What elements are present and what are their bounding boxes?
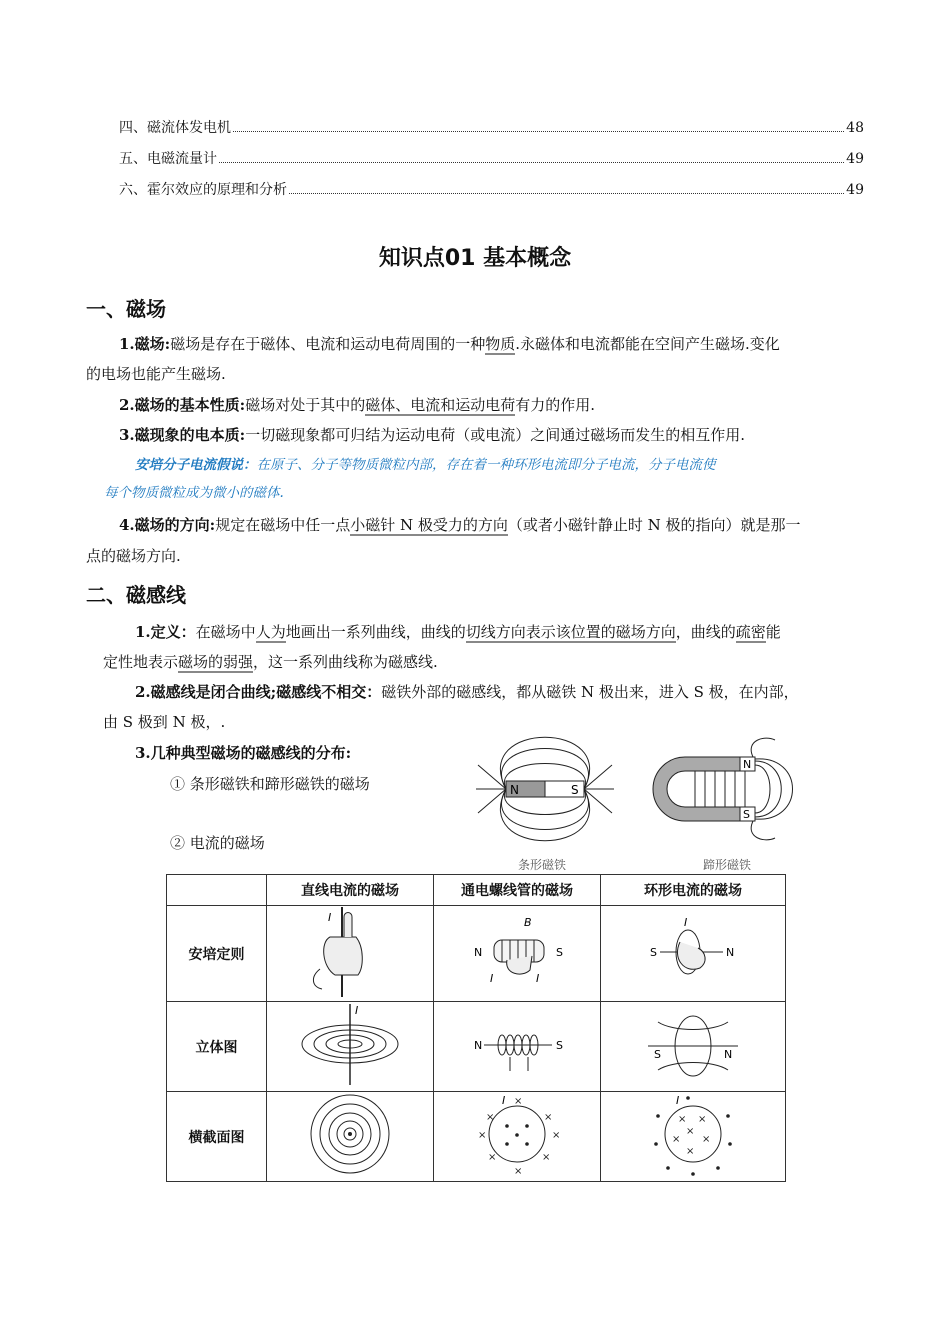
svg-text:×: ×	[486, 1112, 495, 1123]
solenoid-field-icon	[452, 1005, 582, 1085]
paragraph-text: 磁场是存在于磁体、电流和运动电荷周围的一种	[170, 335, 486, 353]
svg-text:I: I	[355, 1004, 359, 1017]
north-pole-label: N	[743, 758, 752, 771]
row-label: 安培定则	[167, 906, 267, 1002]
table-header-row	[167, 875, 786, 906]
underlined-term: 切线方向表示该位置的磁场方向	[465, 623, 676, 641]
svg-text:B: B	[524, 915, 532, 929]
ring-current-right-hand-figure	[601, 906, 786, 1002]
svg-text:I: I	[676, 1094, 680, 1107]
cross-section-icon	[452, 1092, 582, 1177]
south-pole-label: S	[571, 783, 579, 797]
toc-label: 四、磁流体发电机	[119, 120, 231, 136]
svg-text:×: ×	[488, 1152, 497, 1163]
row-label: 立体图	[167, 1002, 267, 1092]
ring-current-3d-figure	[601, 1002, 786, 1092]
table-row	[167, 1092, 786, 1182]
table-header: 环形电流的磁场	[601, 875, 786, 906]
paragraph-label: 1.定义：	[135, 623, 196, 641]
ring-field-icon	[628, 1002, 758, 1087]
section-heading: 二、磁感线	[86, 583, 186, 607]
hint-body: 在原子、分子等物质微粒内部，存在着一种环形电流即分子电流，分子电流使	[256, 457, 716, 473]
underlined-term: 磁体、电流和运动电荷	[365, 396, 516, 414]
underlined-term: 疏密	[735, 623, 766, 641]
toc-leader	[289, 192, 844, 194]
toc-leader	[233, 130, 844, 132]
paragraph	[119, 390, 595, 420]
toc-entry[interactable]	[119, 179, 864, 199]
paragraph-text: 磁场对处于其中的	[245, 396, 366, 414]
underlined-term: 磁场的弱强	[178, 653, 254, 671]
underlined-term: 物质	[485, 335, 516, 353]
paragraph	[119, 510, 879, 540]
paragraph-label: 3.几种典型磁场的磁感线的分布:	[135, 744, 352, 762]
paragraph-label: 2.磁感线是闭合曲线;磁感线不相交：	[135, 683, 382, 701]
toc-page: 49	[846, 182, 864, 198]
svg-text:×: ×	[686, 1146, 695, 1157]
solenoid-right-hand-figure	[434, 906, 601, 1002]
south-pole-label: S	[743, 808, 750, 821]
hand-rule-icon	[452, 912, 582, 992]
toc-leader	[219, 161, 844, 163]
toc-page: 49	[846, 151, 864, 167]
svg-text:×: ×	[552, 1130, 561, 1141]
row-label: 横截面图	[167, 1092, 267, 1182]
paragraph-text: ，曲线的	[675, 623, 736, 641]
toc-entry[interactable]	[119, 148, 864, 168]
list-item: ① 条形磁铁和蹄形磁铁的磁场	[170, 775, 370, 793]
svg-text:I: I	[490, 971, 494, 985]
svg-text:×: ×	[702, 1134, 711, 1145]
toc-entry[interactable]	[119, 117, 864, 137]
hand-rule-icon	[300, 907, 400, 997]
hand-rule-icon	[628, 912, 758, 992]
list-item: ② 电流的磁场	[170, 834, 265, 852]
paragraph-text: 地画出一系列曲线，曲线的	[285, 623, 466, 641]
svg-text:N: N	[474, 945, 483, 959]
table-header: 直线电流的磁场	[267, 875, 434, 906]
svg-text:×: ×	[698, 1114, 707, 1125]
svg-text:S: S	[556, 945, 563, 959]
svg-text:×: ×	[542, 1152, 551, 1163]
svg-text:I: I	[684, 915, 688, 929]
svg-text:N: N	[724, 1048, 733, 1061]
svg-text:×: ×	[672, 1134, 681, 1145]
svg-text:×: ×	[514, 1096, 523, 1107]
svg-text:I: I	[328, 910, 332, 924]
toc-page: 48	[846, 120, 864, 136]
paragraph-text: 在磁场中	[195, 623, 256, 641]
paragraph-label: 1.磁场:	[119, 335, 171, 353]
paragraph-line	[103, 647, 438, 677]
svg-text:N: N	[474, 1038, 483, 1052]
paragraph-text: 一切磁现象都可归结为运动电荷（或电流）之间通过磁场而发生的相互作用.	[245, 426, 745, 444]
paragraph-text: .永磁体和电流都能在空间产生磁场.变化	[515, 335, 780, 353]
paragraph-label: 3.磁现象的电本质:	[119, 426, 246, 444]
hint-label: 安培分子电流假说：	[135, 457, 257, 473]
hint-line: 每个物质微粒成为微小的磁体.	[104, 485, 284, 501]
svg-text:N: N	[726, 945, 735, 959]
paragraph-line: 由 S 极到 N 极，.	[103, 713, 226, 731]
ring-current-cross-section	[601, 1092, 786, 1182]
table-header	[167, 875, 267, 906]
page-title: 知识点01 基本概念	[378, 246, 572, 271]
svg-text:S: S	[650, 945, 657, 959]
svg-text:×: ×	[678, 1114, 687, 1125]
figure-caption: 蹄形磁铁	[703, 858, 752, 872]
svg-text:I: I	[536, 971, 540, 985]
table-row	[167, 906, 786, 1002]
paragraph-text: ，这一系列曲线称为磁感线.	[253, 653, 438, 671]
paragraph	[135, 738, 351, 768]
paragraph-line: 点的磁场方向.	[86, 547, 181, 565]
paragraph	[135, 617, 875, 647]
underlined-term: 人为	[255, 623, 286, 641]
paragraph-text: 能	[765, 623, 781, 641]
underlined-term: 小磁针 N 极受力的方向	[350, 516, 508, 534]
bar-magnet-field-figure	[470, 735, 620, 875]
solenoid-cross-section	[434, 1092, 601, 1182]
paragraph-text: （或者小磁针静止时 N 极的指向）就是那一	[507, 516, 801, 534]
paragraph-text: 磁铁外部的磁感线，都从磁铁 N 极出来，进入 S 极，在内部，	[381, 683, 799, 701]
svg-text:S: S	[654, 1048, 661, 1061]
svg-text:×: ×	[478, 1130, 487, 1141]
concentric-circles-icon	[295, 1092, 405, 1177]
north-pole-label: N	[510, 783, 519, 797]
paragraph	[119, 420, 745, 450]
paragraph-line: 的电场也能产生磁场.	[86, 365, 226, 383]
paragraph-label: 4.磁场的方向:	[119, 516, 216, 534]
svg-text:×: ×	[544, 1112, 553, 1123]
toc-label: 六、霍尔效应的原理和分析	[119, 182, 287, 198]
concentric-field-icon	[295, 1002, 405, 1087]
paragraph-label: 2.磁场的基本性质:	[119, 396, 246, 414]
svg-text:×: ×	[514, 1166, 523, 1177]
solenoid-3d-figure	[434, 1002, 601, 1092]
paragraph-text: 规定在磁场中任一点	[215, 516, 351, 534]
paragraph-text: 有力的作用.	[515, 396, 596, 414]
paragraph-text: 定性地表示	[103, 653, 179, 671]
svg-text:×: ×	[686, 1126, 695, 1137]
straight-current-right-hand-figure	[267, 906, 434, 1002]
paragraph	[119, 329, 864, 359]
toc-label: 五、电磁流量计	[119, 151, 217, 167]
straight-current-3d-figure	[267, 1002, 434, 1092]
table-header: 通电螺线管的磁场	[434, 875, 601, 906]
table-row	[167, 1002, 786, 1092]
figure-caption: 条形磁铁	[518, 858, 567, 872]
section-heading: 一、磁场	[86, 297, 166, 321]
cross-section-icon	[628, 1092, 758, 1177]
straight-current-cross-section	[267, 1092, 434, 1182]
magnetic-field-table	[166, 874, 786, 1182]
horseshoe-magnet-field-figure	[645, 735, 820, 875]
svg-text:I: I	[502, 1094, 506, 1107]
svg-text:S: S	[556, 1038, 563, 1052]
paragraph	[135, 677, 875, 707]
hint-text	[135, 452, 865, 479]
